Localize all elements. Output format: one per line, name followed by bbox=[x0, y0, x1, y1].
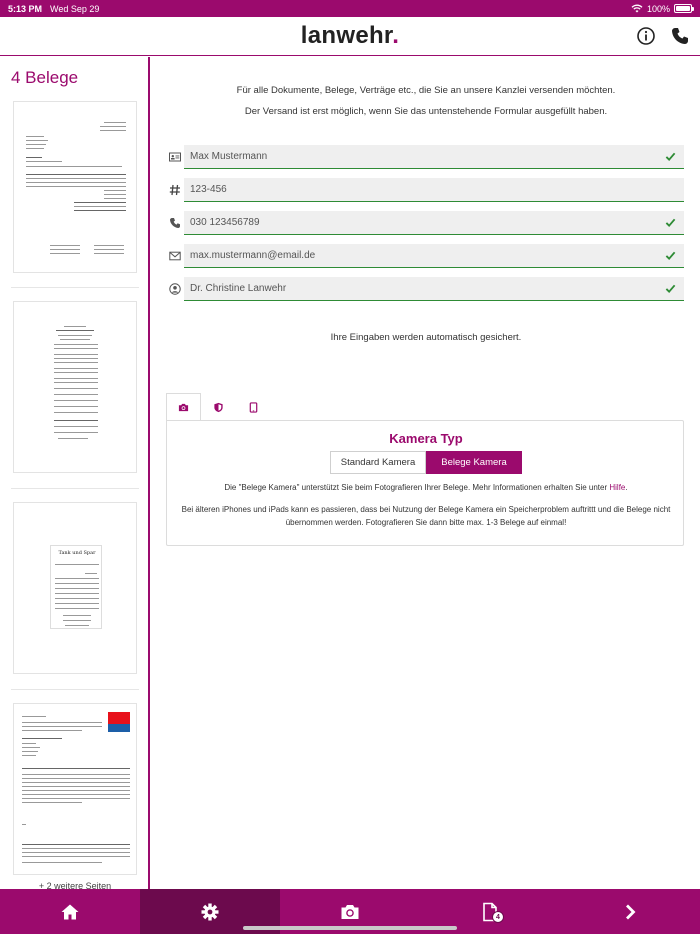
status-date: Wed Sep 29 bbox=[50, 3, 100, 14]
user-icon bbox=[166, 283, 184, 295]
name-field-row bbox=[166, 145, 684, 169]
info-icon[interactable] bbox=[636, 26, 656, 46]
shield-icon bbox=[213, 402, 224, 413]
memory-warning-text: Bei älteren iPhones und iPads kann es passieren, dass bei Nutzung der Belege Kamera ein Speicherproblem auftrittt und die Belege nicht übernommen werden. Fotografieren Sie dann bitte max. 1-3 Belege auf einmal! bbox=[181, 505, 671, 527]
bosch-logo bbox=[108, 712, 130, 732]
email-input[interactable]: max.mustermann@email.de bbox=[184, 244, 684, 268]
check-icon bbox=[665, 250, 676, 261]
more-pages-label[interactable]: + 2 weitere Seiten bbox=[38, 881, 112, 889]
nav-next[interactable] bbox=[560, 889, 700, 934]
document-thumbnail[interactable] bbox=[13, 101, 137, 273]
upload-tabs bbox=[166, 393, 684, 421]
sidebar-title: 4 Belege bbox=[11, 68, 79, 87]
help-link[interactable]: Hilfe bbox=[609, 483, 626, 492]
wifi-icon bbox=[631, 4, 643, 13]
battery-icon bbox=[674, 4, 692, 13]
mail-icon bbox=[166, 250, 184, 262]
check-icon bbox=[665, 151, 676, 162]
phone-input[interactable]: 030 123456789 bbox=[184, 211, 684, 235]
tab-shield[interactable] bbox=[201, 393, 236, 421]
document-thumbnail[interactable] bbox=[13, 502, 137, 674]
nav-home[interactable] bbox=[0, 889, 140, 934]
chevron-right-icon bbox=[620, 902, 640, 922]
camera-type-panel bbox=[166, 420, 684, 546]
camera-icon bbox=[178, 402, 189, 413]
email-field-row bbox=[166, 244, 684, 268]
home-indicator bbox=[243, 926, 457, 930]
standard-camera-button[interactable]: Standard Kamera bbox=[330, 451, 426, 474]
camera-type-segmented-control bbox=[330, 451, 522, 474]
documents-sidebar bbox=[0, 57, 150, 889]
check-icon bbox=[665, 283, 676, 294]
advisor-input[interactable]: Dr. Christine Lanwehr bbox=[184, 277, 684, 301]
camera-info-text: Die "Belege Kamera" unterstützt Sie beim Fotografieren Ihrer Belege. Mehr Informationen erhalten Sie unter Hilfe. bbox=[224, 483, 628, 492]
receipt-title: Tank und Spar bbox=[58, 550, 96, 556]
client-number-field-row bbox=[166, 178, 684, 202]
autosave-note: Ihre Eingaben werden automatisch gesichert. bbox=[330, 332, 522, 343]
camera-icon bbox=[340, 902, 360, 922]
phone-field-row bbox=[166, 211, 684, 235]
intro-line-2: Der Versand ist erst möglich, wenn Sie das untenstehende Formular ausgefüllt haben. bbox=[244, 106, 608, 117]
battery-percent: 100% bbox=[646, 3, 670, 14]
phone-icon[interactable] bbox=[670, 26, 690, 46]
status-right bbox=[631, 4, 692, 14]
gear-icon bbox=[200, 902, 220, 922]
tablet-icon bbox=[248, 402, 259, 413]
document-thumbnail[interactable] bbox=[13, 301, 137, 473]
status-bar bbox=[0, 0, 700, 17]
document-thumbnail[interactable] bbox=[13, 703, 137, 875]
id-card-icon bbox=[166, 151, 184, 163]
intro-line-1: Für alle Dokumente, Belege, Verträge etc., die Sie an unsere Kanzlei versenden möchten. bbox=[236, 85, 616, 96]
home-icon bbox=[60, 902, 80, 922]
belege-camera-button[interactable]: Belege Kamera bbox=[426, 451, 522, 474]
client-number-input[interactable]: 123-456 bbox=[184, 178, 684, 202]
documents-count-badge: 4 bbox=[492, 911, 504, 923]
logo: lanwehr. bbox=[300, 22, 400, 49]
tab-tablet[interactable] bbox=[236, 393, 271, 421]
name-input[interactable]: Max Mustermann bbox=[184, 145, 684, 169]
hash-icon bbox=[166, 184, 184, 196]
tab-camera[interactable] bbox=[166, 393, 201, 421]
header-actions bbox=[636, 26, 690, 46]
status-time: 5:13 PM bbox=[8, 3, 43, 14]
app-header bbox=[0, 17, 700, 56]
phone-icon bbox=[166, 217, 184, 229]
advisor-field-row bbox=[166, 277, 684, 301]
panel-title: Kamera Typ bbox=[389, 431, 463, 446]
main-content bbox=[152, 57, 700, 889]
check-icon bbox=[665, 217, 676, 228]
